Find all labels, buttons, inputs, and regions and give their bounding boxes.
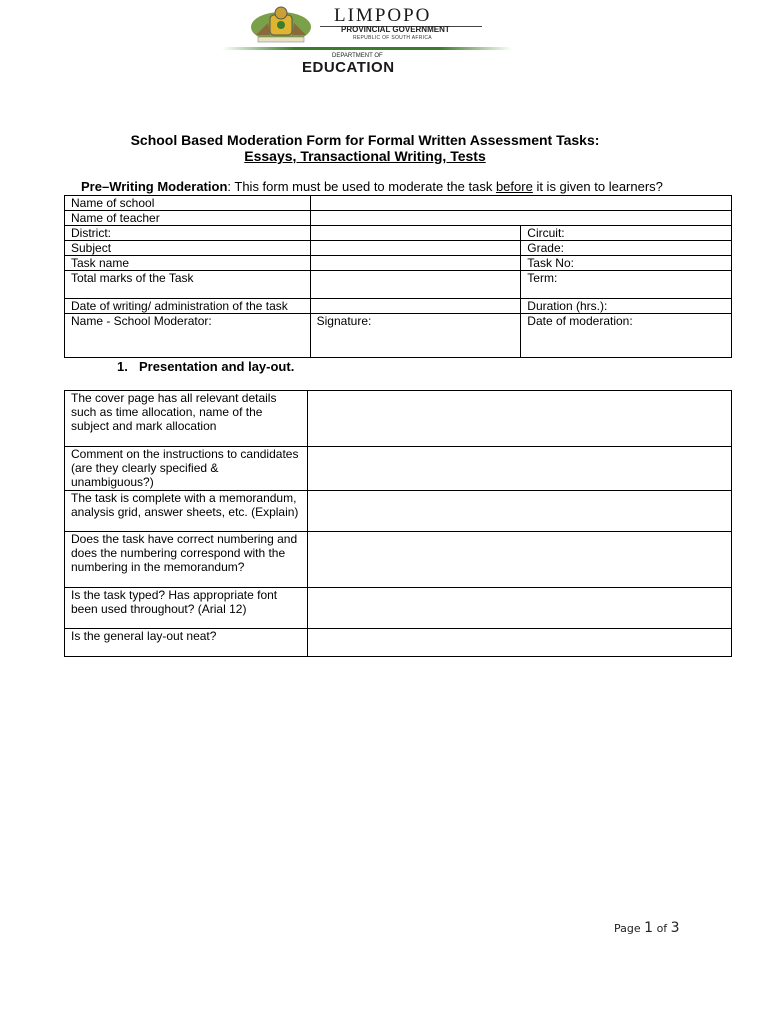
department-logo	[222, 3, 512, 78]
details-table	[64, 195, 732, 358]
section-number: 1.	[117, 359, 128, 374]
field-task-name[interactable]	[310, 256, 521, 271]
label-task-name: Task name	[65, 256, 311, 271]
intro-text	[81, 179, 663, 194]
label-term[interactable]: Term:	[521, 271, 732, 299]
criterion-task-complete: The task is complete with a memorandum, analysis grid, answer sheets, etc. (Explain)	[65, 491, 308, 532]
criterion-layout-neat: Is the general lay-out neat?	[65, 629, 308, 657]
label-signature[interactable]: Signature:	[310, 314, 521, 358]
section-title: Presentation and lay-out.	[139, 359, 295, 374]
logo-education: EDUCATION	[302, 59, 395, 76]
label-duration[interactable]: Duration (hrs.):	[521, 299, 732, 314]
field-name-of-teacher[interactable]	[310, 211, 731, 226]
presentation-table	[64, 390, 732, 657]
label-task-no[interactable]: Task No:	[521, 256, 732, 271]
comment-cover-page[interactable]	[307, 391, 731, 447]
logo-title: LIMPOPO	[334, 5, 432, 26]
field-subject[interactable]	[310, 241, 521, 256]
comment-typed-font[interactable]	[307, 588, 731, 629]
comment-task-complete[interactable]	[307, 491, 731, 532]
logo-subtitle: PROVINCIAL GOVERNMENT	[341, 25, 450, 34]
form-subtitle: Essays, Transactional Writing, Tests	[244, 148, 486, 164]
criterion-instructions: Comment on the instructions to candidates (are they clearly specified & unambiguous?)	[65, 447, 308, 491]
criterion-numbering: Does the task have correct numbering and does the numbering correspond with the numbering in the memorandum?	[65, 532, 308, 588]
logo-green-bar	[222, 47, 512, 50]
label-date-of-writing: Date of writing/ administration of the task	[65, 299, 311, 314]
criterion-cover-page: The cover page has all relevant details such as time allocation, name of the subject and mark allocation	[65, 391, 308, 447]
comment-layout-neat[interactable]	[307, 629, 731, 657]
criterion-typed-font: Is the task typed? Has appropriate font been used throughout? (Arial 12)	[65, 588, 308, 629]
page-of-label: of	[656, 922, 668, 935]
section-heading-presentation	[117, 359, 294, 374]
label-district: District:	[65, 226, 311, 241]
form-title: School Based Moderation Form for Formal Written Assessment Tasks:	[130, 132, 600, 148]
field-date-of-writing[interactable]	[310, 299, 521, 314]
label-subject: Subject	[65, 241, 311, 256]
page-total: 3	[670, 920, 680, 936]
intro-bold: Pre–Writing Moderation	[81, 179, 228, 194]
label-school-moderator[interactable]: Name - School Moderator:	[65, 314, 311, 358]
logo-country: REPUBLIC OF SOUTH AFRICA	[353, 35, 432, 41]
field-district[interactable]	[310, 226, 521, 241]
coat-of-arms-icon	[248, 5, 314, 45]
field-name-of-school[interactable]	[310, 196, 731, 211]
comment-instructions[interactable]	[307, 447, 731, 491]
label-total-marks: Total marks of the Task	[65, 271, 311, 299]
label-date-of-moderation[interactable]: Date of moderation:	[521, 314, 732, 358]
label-name-of-school: Name of school	[65, 196, 311, 211]
logo-department: DEPARTMENT OF	[332, 53, 383, 59]
intro-underline: before	[495, 179, 533, 194]
label-circuit[interactable]: Circuit:	[521, 226, 732, 241]
label-name-of-teacher: Name of teacher	[65, 211, 311, 226]
field-total-marks[interactable]	[310, 271, 521, 299]
page-current: 1	[644, 920, 654, 936]
page-number	[614, 920, 680, 936]
intro-text-1: : This form must be used to moderate the task	[227, 179, 496, 194]
label-grade[interactable]: Grade:	[521, 241, 732, 256]
page-label: Page	[614, 922, 641, 935]
comment-numbering[interactable]	[307, 532, 731, 588]
intro-text-2: it is given to learners?	[532, 179, 663, 194]
